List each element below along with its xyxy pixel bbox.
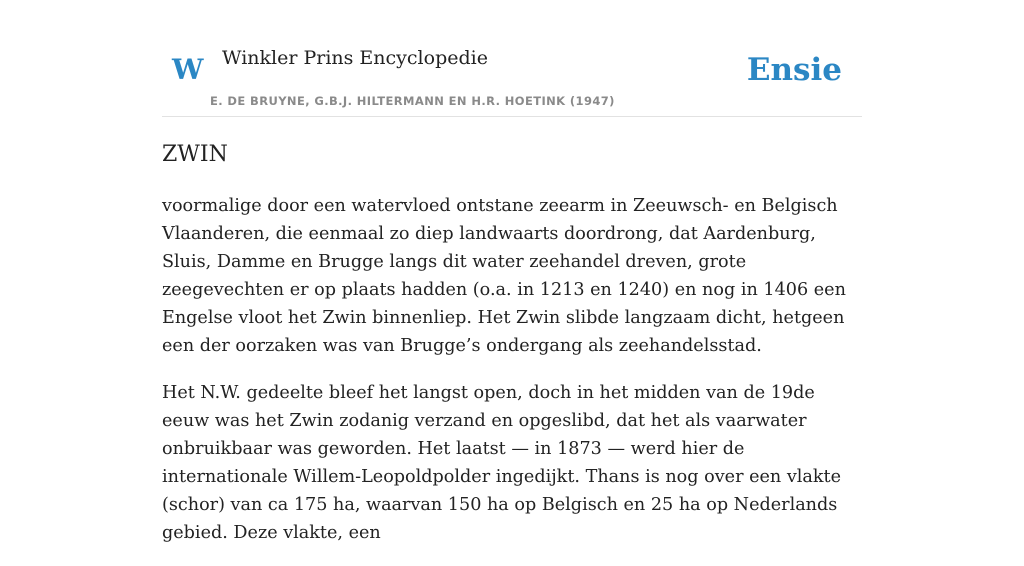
- publication-title[interactable]: Winkler Prins Encyclopedie: [222, 47, 488, 69]
- entry-paragraph: voormalige door een watervloed ontstane zeearm in Zeeuwsch- en Belgisch Vlaanderen, die eenmaal zo diep landwaarts doordrong, dat Aardenburg, Sluis, Damme en Brugge langs dit water zeehandel dreven, grote zeegevechten er op plaats hadden (o.a. in 1213 en 1240) en nog in 1406 een Engelse vloot het Zwin binnenliep. Het Zwin slibde langzaam dicht, hetgeen een der oorzaken was van Brugge’s ondergang als zeehandelsstad.: [162, 196, 846, 356]
- publication-header: [162, 0, 862, 117]
- brand-logo[interactable]: Ensie: [746, 52, 842, 88]
- page: [162, 0, 862, 543]
- publication-authors: E. DE BRUYNE, G.B.J. HILTERMANN EN H.R. HOETINK (1947): [210, 94, 615, 108]
- entry-paragraph: Het N.W. gedeelte bleef het langst open, doch in het midden van de 19de eeuw was het Zwin zodanig verzand en opgeslibd, dat het als vaarwater onbruikbaar was geworden. Het laatst — in 1873 — werd hier de internationale Willem-Leopoldpolder ingedijkt. Thans is nog over een vlakte (schor) van ca 175 ha, waarvan 150 ha op Belgisch en 25 ha op Nederlands gebied. Deze vlakte, een: [162, 383, 842, 543]
- entry-content: [162, 192, 862, 566]
- entry-title: ZWIN: [162, 142, 228, 167]
- publication-logo[interactable]: W: [172, 53, 204, 86]
